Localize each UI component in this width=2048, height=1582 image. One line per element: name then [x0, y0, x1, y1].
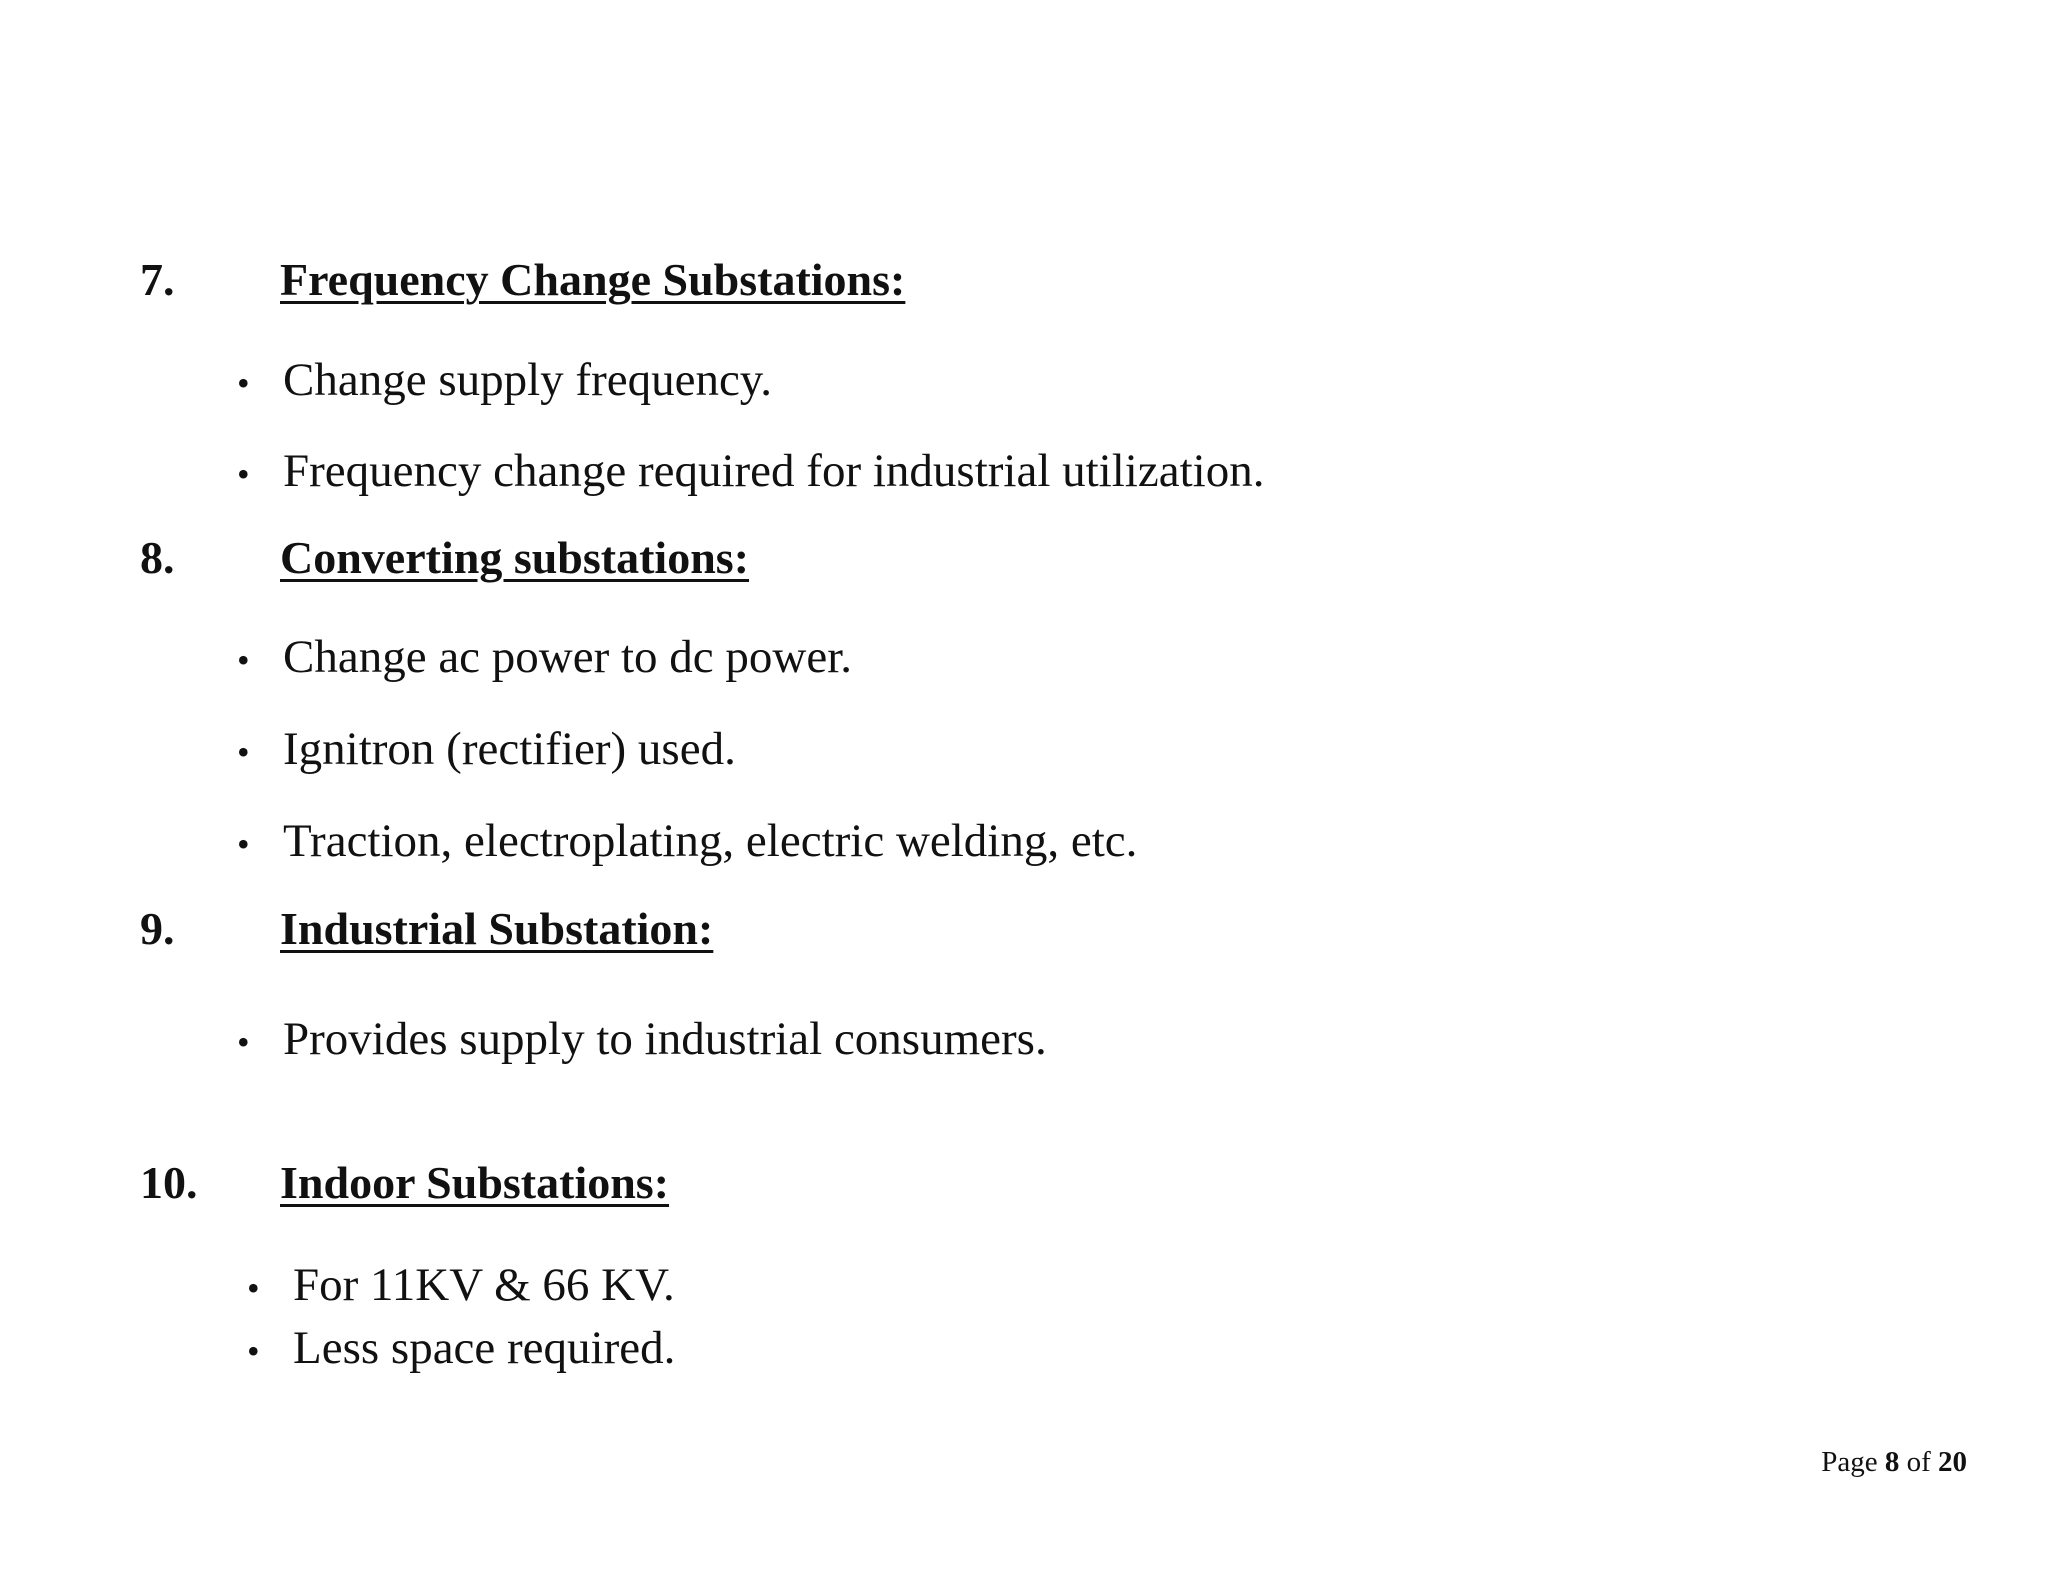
- section-title: Frequency Change Substations:: [280, 254, 906, 305]
- bullet-icon: •: [237, 824, 250, 864]
- bullet-icon: •: [237, 732, 250, 772]
- section-number: 9.: [140, 903, 175, 954]
- section-number: 8.: [140, 532, 175, 583]
- bullet-item: [237, 719, 736, 779]
- bullet-text: Change ac power to dc power.: [283, 631, 853, 683]
- footer-page-word: Page: [1821, 1446, 1878, 1478]
- page-number-footer: [1821, 1444, 1967, 1480]
- bullet-icon: •: [237, 1022, 250, 1062]
- section-heading: [140, 899, 713, 959]
- bullet-icon: •: [237, 454, 250, 494]
- section-heading: [140, 250, 905, 310]
- section-heading: [140, 1153, 669, 1213]
- bullet-icon: •: [237, 640, 250, 680]
- bullet-icon: •: [247, 1331, 260, 1371]
- section-heading: [140, 528, 749, 588]
- section-number: 7.: [140, 254, 175, 305]
- section-title: Indoor Substations:: [280, 1157, 670, 1208]
- bullet-text: Provides supply to industrial consumers.: [283, 1013, 1047, 1065]
- bullet-item: [237, 627, 852, 687]
- section-title: Industrial Substation:: [280, 903, 714, 954]
- bullet-item: [237, 1009, 1047, 1069]
- bullet-text: Change supply frequency.: [283, 354, 773, 406]
- bullet-item: [237, 350, 772, 410]
- footer-of-word: of: [1906, 1446, 1931, 1478]
- section-number: 10.: [140, 1157, 198, 1208]
- bullet-item: [237, 811, 1137, 871]
- bullet-text: Traction, electroplating, electric welding, etc.: [283, 815, 1138, 867]
- bullet-text: For 11KV & 66 KV.: [293, 1259, 675, 1311]
- bullet-item: [237, 441, 1264, 501]
- section-title: Converting substations:: [280, 532, 750, 583]
- footer-current-page: 8: [1884, 1446, 1900, 1478]
- bullet-text: Frequency change required for industrial utilization.: [283, 445, 1265, 497]
- bullet-item: [247, 1318, 675, 1378]
- bullet-item: [247, 1255, 675, 1315]
- bullet-icon: •: [237, 363, 250, 403]
- footer-total-pages: 20: [1938, 1446, 1967, 1478]
- bullet-icon: •: [247, 1268, 260, 1308]
- bullet-text: Less space required.: [293, 1322, 676, 1374]
- bullet-text: Ignitron (rectifier) used.: [283, 723, 736, 775]
